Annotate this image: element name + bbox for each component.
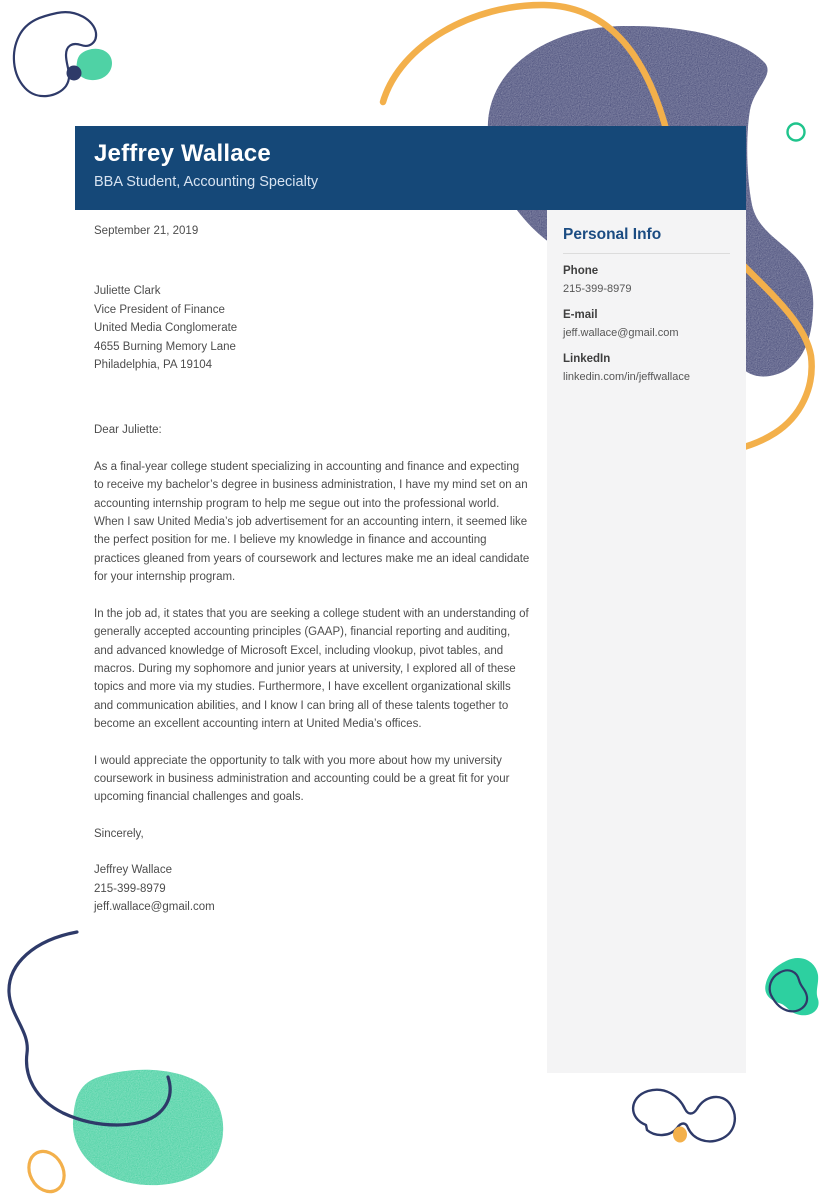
signature-block <box>94 861 530 916</box>
personal-info-sidebar <box>547 210 746 1073</box>
paragraph-1: As a final-year college student specializing in accounting and finance and expecting to receive my bachelor’s degree in business administration, I have my mind set on an accounting internship program to help me segue out into the professional world. When I saw United Media’s job advertisement for an accounting intern, it seemed like the perfect position for me. I believe my knowledge in finance and accounting practices gleaned from years of coursework and lectures make me an ideal candidate for your internship program. <box>94 460 530 584</box>
recipient-company: United Media Conglomerate <box>94 322 238 335</box>
recipient-name: Juliette Clark <box>94 285 161 298</box>
signature-name: Jeffrey Wallace <box>94 864 172 877</box>
field-linkedin <box>563 351 730 386</box>
field-email-value: jeff.wallace@gmail.com <box>563 327 679 339</box>
field-phone-label: Phone <box>563 265 599 277</box>
yellow-oval-outline <box>22 1145 71 1198</box>
teal-ring-icon <box>788 124 805 141</box>
person-name: Jeffrey Wallace <box>94 140 271 167</box>
person-title: BBA Student, Accounting Specialty <box>94 174 319 190</box>
field-phone <box>563 263 730 298</box>
recipient-block <box>94 282 530 374</box>
sidebar-heading: Personal Info <box>563 226 730 254</box>
field-linkedin-value: linkedin.com/in/jeffwallace <box>563 371 690 383</box>
header-band <box>75 126 746 210</box>
field-email <box>563 307 730 342</box>
teal-blob-bottom-right <box>765 958 818 1015</box>
teal-blob-texture <box>73 1070 223 1185</box>
signature-email: jeff.wallace@gmail.com <box>94 900 215 913</box>
recipient-street: 4655 Burning Memory Lane <box>94 340 236 353</box>
letter-body <box>94 210 530 916</box>
navy-dot <box>67 66 82 81</box>
field-linkedin-label: LinkedIn <box>563 353 611 365</box>
field-phone-value: 215-399-8979 <box>563 283 632 295</box>
letter-date: September 21, 2019 <box>94 225 199 237</box>
recipient-city: Philadelphia, PA 19104 <box>94 359 213 372</box>
paragraph-3: I would appreciate the opportunity to talk with you more about how my university coursework in business administration and accounting could be a great fit for your upcoming financial challenges and goals. <box>94 754 510 804</box>
signature-phone: 215-399-8979 <box>94 882 166 895</box>
teal-blob-top-left <box>77 49 112 80</box>
field-email-label: E-mail <box>563 309 598 321</box>
salutation: Dear Juliette: <box>94 424 162 437</box>
paragraph-2: In the job ad, it states that you are seeking a college student with an understanding of generally accepted accounting principles (GAAP), financial reporting and auditing, and advanced knowledge of Microsoft Excel, including vlookup, pivot tables, and macros. During my sophomore and junior years at university, I explored all of these topics and more via my studies. Furthermore, I have excellent organizational skills and communication abilities, and I know I can bring all of these talents together to become an excellent accounting intern at United Media’s offices. <box>94 607 529 731</box>
yellow-dot <box>673 1127 687 1143</box>
recipient-title: Vice President of Finance <box>94 303 225 316</box>
closing: Sincerely, <box>94 827 144 840</box>
